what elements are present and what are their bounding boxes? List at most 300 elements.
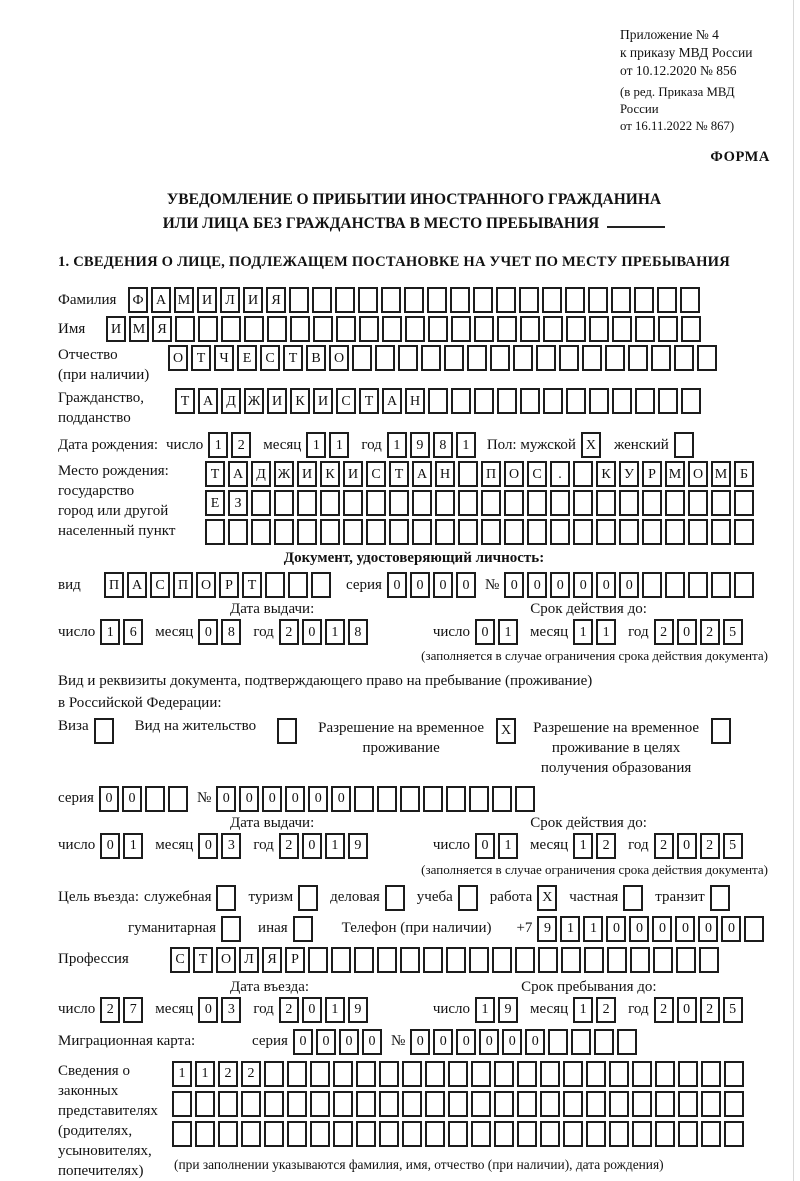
form-cell: [724, 1061, 744, 1087]
form-cell: С: [170, 947, 190, 973]
form-cell: [550, 519, 570, 545]
form-cell: [312, 287, 332, 313]
form-cell: [400, 947, 420, 973]
form-cell: 0: [99, 786, 119, 812]
form-cell: 3: [221, 833, 241, 859]
day-label: число: [58, 623, 96, 640]
form-cell: 9: [348, 997, 368, 1023]
form-cell: П: [481, 461, 501, 487]
form-cell: [701, 1091, 721, 1117]
form-cell: [402, 1091, 422, 1117]
day-label: число: [432, 837, 471, 854]
purpose-private-label: частная: [569, 889, 619, 906]
form-cell: [676, 947, 696, 973]
form-cell: [343, 519, 363, 545]
form-cell: 8: [221, 619, 241, 645]
form-cell: [642, 519, 662, 545]
form-cell: 0: [302, 833, 322, 859]
form-cell: 2: [279, 833, 299, 859]
form-cell: [474, 388, 494, 414]
form-cell: [642, 490, 662, 516]
form-cell: 0: [198, 619, 218, 645]
form-cell: Л: [220, 287, 240, 313]
representatives-label-line: законных: [58, 1082, 119, 1099]
stay-month: [573, 997, 619, 1023]
form-cell: [492, 947, 512, 973]
form-cell: 2: [596, 997, 616, 1023]
month-label: месяц: [530, 623, 569, 640]
surname-row: [58, 287, 770, 313]
identity-dates-row: [58, 619, 770, 645]
form-cell: [356, 1061, 376, 1087]
form-cell: [333, 1121, 353, 1147]
birth-place-cells-row3: [205, 519, 757, 545]
form-cell: [336, 316, 356, 342]
form-cell: [298, 885, 318, 911]
form-cell: [205, 519, 225, 545]
form-cell: 0: [456, 572, 476, 598]
form-cell: [586, 1121, 606, 1147]
appendix-line: от 10.12.2020 № 856: [620, 62, 737, 78]
form-cell: [681, 388, 701, 414]
birth-date-label: Дата рождения:: [58, 436, 159, 453]
form-title-line2-wrap: [58, 212, 770, 236]
form-cell: Д: [221, 388, 241, 414]
form-cell: [540, 1061, 560, 1087]
form-cell: [634, 287, 654, 313]
form-cell: [678, 1091, 698, 1117]
form-cell: [573, 461, 593, 487]
form-cell: [609, 1121, 629, 1147]
citizenship-label: [58, 388, 175, 428]
form-cell: [494, 1061, 514, 1087]
temp-permit-label-line2: проживание: [362, 739, 440, 756]
birth-place-cells-row2: [205, 490, 757, 516]
month-label: месяц: [155, 623, 194, 640]
form-cell: [496, 287, 516, 313]
form-cell: [653, 947, 673, 973]
form-cell: [379, 1091, 399, 1117]
form-cell: [251, 490, 271, 516]
form-cell: [435, 519, 455, 545]
form-cell: [354, 947, 374, 973]
form-cell: 5: [723, 619, 743, 645]
form-cell: [744, 916, 764, 942]
form-cell: [520, 388, 540, 414]
visa-checkbox: [94, 718, 117, 744]
form-cell: 5: [723, 833, 743, 859]
form-cell: [588, 287, 608, 313]
migration-number-cells: [410, 1029, 640, 1055]
patronymic-row: [58, 345, 770, 385]
form-cell: 2: [279, 619, 299, 645]
phone-label: Телефон (при наличии): [341, 920, 492, 937]
section1-heading: 1. СВЕДЕНИЯ О ЛИЦЕ, ПОДЛЕЖАЩЕМ ПОСТАНОВКЕ НА УЧЕТ ПО МЕСТУ ПРЕБЫВАНИЯ: [58, 254, 730, 271]
form-cell: [527, 519, 547, 545]
form-cell: 0: [316, 1029, 336, 1055]
form-cell: [421, 345, 441, 371]
stay-day: [475, 997, 521, 1023]
form-cell: [655, 1061, 675, 1087]
day-label: число: [58, 837, 96, 854]
form-cell: [400, 786, 420, 812]
form-cell: Ч: [214, 345, 234, 371]
form-cell: О: [168, 345, 188, 371]
year-label: год: [253, 1001, 274, 1018]
form-cell: [655, 1121, 675, 1147]
form-cell: [520, 316, 540, 342]
number-label: №: [196, 790, 212, 807]
identity-expiry-year: [654, 619, 746, 645]
form-cell: 0: [675, 916, 695, 942]
purpose-work-label: работа: [489, 889, 533, 906]
form-cell: [425, 1091, 445, 1117]
form-cell: 1: [172, 1061, 192, 1087]
form-cell: [458, 885, 478, 911]
form-title-line1: УВЕДОМЛЕНИЕ О ПРИБЫТИИ ИНОСТРАННОГО ГРАЖДАНИНА: [166, 191, 662, 209]
residence-number-cells: [216, 786, 538, 812]
patronymic-label-line1: Отчество: [58, 347, 118, 364]
entry-date-label: Дата въезда:: [230, 978, 310, 995]
form-cell: 0: [410, 1029, 430, 1055]
residence-issue-label: Дата выдачи:: [230, 814, 315, 831]
form-cell: 1: [195, 1061, 215, 1087]
form-cell: [571, 1029, 591, 1055]
form-cell: [561, 947, 581, 973]
purpose-transit-label: транзит: [655, 889, 705, 906]
form-cell: [586, 1061, 606, 1087]
form-cell: 0: [475, 833, 495, 859]
temp-permit-label-line1: Разрешение на временное: [318, 719, 485, 736]
form-cell: [658, 316, 678, 342]
form-title-line2: ИЛИ ЛИЦА БЕЗ ГРАЖДАНСТВА В МЕСТО ПРЕБЫВАНИЯ: [162, 215, 600, 233]
form-cell: 2: [700, 833, 720, 859]
representatives-label-line: (родителях,: [58, 1122, 133, 1139]
form-cell: А: [412, 461, 432, 487]
form-cell: 7: [123, 997, 143, 1023]
migration-card-row: [58, 1029, 770, 1055]
form-cell: [412, 490, 432, 516]
sex-female-checkbox: [674, 432, 697, 458]
form-cell: Т: [242, 572, 262, 598]
form-cell: [290, 316, 310, 342]
form-cell: 2: [596, 833, 616, 859]
citizenship-label-line1: Гражданство,: [58, 390, 145, 407]
form-cell: [630, 947, 650, 973]
purpose-row: [58, 885, 770, 911]
residence-permit-checkbox: [277, 718, 300, 744]
form-cell: 2: [231, 432, 251, 458]
appendix-line: Приложение № 4: [620, 27, 719, 42]
form-cell: 0: [550, 572, 570, 598]
form-cell: [308, 947, 328, 973]
birth-day-cells: [208, 432, 254, 458]
form-cell: 2: [100, 997, 120, 1023]
year-label: год: [628, 837, 649, 854]
form-cell: 1: [456, 432, 476, 458]
form-cell: В: [306, 345, 326, 371]
representatives-cells-row1: [172, 1061, 747, 1087]
identity-issue-month: [198, 619, 244, 645]
identity-expiry-day: [475, 619, 521, 645]
form-cell: [469, 947, 489, 973]
form-cell: [481, 519, 501, 545]
form-cell: X: [537, 885, 557, 911]
residence-issue-month: [198, 833, 244, 859]
identity-date-labels: [58, 601, 770, 618]
sex-male-label: Пол: мужской: [486, 436, 576, 453]
form-cell: [428, 316, 448, 342]
purpose-humanitarian-checkbox: [221, 916, 244, 942]
form-cell: [356, 1091, 376, 1117]
form-cell: [594, 1029, 614, 1055]
form-cell: [497, 388, 517, 414]
purpose-business-label: служебная: [143, 889, 212, 906]
form-cell: [490, 345, 510, 371]
representatives-label-line: попечителях): [58, 1162, 144, 1179]
form-cell: [536, 345, 556, 371]
form-cell: [711, 718, 731, 744]
form-cell: [573, 490, 593, 516]
form-cell: [172, 1121, 192, 1147]
form-cell: [310, 1061, 330, 1087]
form-cell: Е: [237, 345, 257, 371]
identity-kind-cells: [104, 572, 334, 598]
form-cell: [710, 885, 730, 911]
form-cell: [665, 572, 685, 598]
form-cell: [688, 490, 708, 516]
form-cell: [251, 519, 271, 545]
form-cell: Т: [389, 461, 409, 487]
form-word: ФОРМА: [710, 149, 770, 166]
form-cell: [527, 490, 547, 516]
form-cell: Н: [405, 388, 425, 414]
form-cell: [444, 345, 464, 371]
form-cell: [451, 388, 471, 414]
form-cell: Т: [191, 345, 211, 371]
form-cell: [559, 345, 579, 371]
number-label: №: [484, 576, 500, 593]
residence-date-labels: [58, 815, 770, 832]
form-cell: [651, 345, 671, 371]
form-cell: С: [150, 572, 170, 598]
form-cell: 1: [573, 833, 593, 859]
form-cell: П: [104, 572, 124, 598]
identity-expiry-note: (заполняется в случае ограничения срока действия документа): [421, 648, 768, 664]
birth-year-cells: [387, 432, 479, 458]
form-cell: [605, 345, 625, 371]
form-cell: [352, 345, 372, 371]
form-cell: И: [243, 287, 263, 313]
form-cell: [589, 316, 609, 342]
form-cell: [519, 287, 539, 313]
form-cell: 0: [456, 1029, 476, 1055]
form-cell: [596, 490, 616, 516]
representatives-note: (при заполнении указываются фамилия, имя, отчество (при наличии), дата рождения): [174, 1156, 664, 1172]
representatives-cells-row2: [172, 1091, 747, 1117]
form-cell: [628, 345, 648, 371]
form-cell: [469, 786, 489, 812]
surname-label: Фамилия: [58, 291, 117, 308]
form-cell: И: [197, 287, 217, 313]
profession-label: Профессия: [58, 951, 129, 968]
form-cell: 0: [629, 916, 649, 942]
form-cell: Ф: [128, 287, 148, 313]
form-cell: 0: [339, 1029, 359, 1055]
form-cell: О: [216, 947, 236, 973]
purpose-business-checkbox: [216, 885, 239, 911]
form-cell: 2: [241, 1061, 261, 1087]
form-cell: [734, 572, 754, 598]
form-cell: [586, 1091, 606, 1117]
identity-doc-heading: Документ, удостоверяющий личность:: [283, 550, 545, 567]
form-cell: [471, 1061, 491, 1087]
residence-intro-line1: Вид и реквизиты документа, подтверждающего право на пребывание (проживание): [58, 673, 593, 690]
migration-series-cells: [293, 1029, 385, 1055]
form-cell: [277, 718, 297, 744]
form-cell: [195, 1121, 215, 1147]
stay-until-label: Срок пребывания до:: [521, 978, 657, 995]
form-cell: С: [260, 345, 280, 371]
form-cell: [543, 316, 563, 342]
form-cell: [680, 287, 700, 313]
name-cells: [106, 316, 704, 342]
form-cell: 0: [606, 916, 626, 942]
form-cell: [264, 1121, 284, 1147]
form-cell: 0: [239, 786, 259, 812]
form-cell: [228, 519, 248, 545]
surname-cells: [128, 287, 703, 313]
identity-issue-day: [100, 619, 146, 645]
form-cell: 0: [698, 916, 718, 942]
form-cell: 2: [279, 997, 299, 1023]
citizenship-cells: [175, 388, 704, 414]
form-cell: [145, 786, 165, 812]
form-cell: А: [382, 388, 402, 414]
form-cell: 0: [596, 572, 616, 598]
representatives-label-line: Сведения о: [58, 1062, 130, 1079]
form-cell: [358, 287, 378, 313]
form-cell: [504, 519, 524, 545]
form-cell: [497, 316, 517, 342]
name-row: [58, 316, 770, 342]
form-cell: 0: [302, 619, 322, 645]
form-cell: 0: [308, 786, 328, 812]
form-cell: 0: [331, 786, 351, 812]
form-cell: [548, 1029, 568, 1055]
form-cell: 1: [325, 833, 345, 859]
form-cell: И: [106, 316, 126, 342]
form-cell: 5: [723, 997, 743, 1023]
form-cell: 1: [573, 997, 593, 1023]
revision-line: от 16.11.2022 № 867): [620, 118, 735, 133]
form-cell: [423, 786, 443, 812]
entry-date-labels: [58, 979, 770, 996]
form-cell: 0: [479, 1029, 499, 1055]
form-cell: [241, 1091, 261, 1117]
form-cell: 8: [348, 619, 368, 645]
month-label: месяц: [263, 436, 302, 453]
form-cell: 1: [387, 432, 407, 458]
entry-dates-row: [58, 997, 770, 1023]
form-cell: Т: [193, 947, 213, 973]
form-cell: 0: [198, 997, 218, 1023]
form-cell: [381, 287, 401, 313]
form-cell: [264, 1061, 284, 1087]
form-cell: З: [228, 490, 248, 516]
birth-date-row: [58, 432, 770, 458]
form-cell: [310, 1091, 330, 1117]
form-cell: Р: [285, 947, 305, 973]
form-cell: [584, 947, 604, 973]
form-cell: [402, 1121, 422, 1147]
form-cell: Ж: [244, 388, 264, 414]
form-cell: [515, 786, 535, 812]
residence-type-row: [58, 718, 770, 778]
form-cell: [473, 287, 493, 313]
appendix-block: [620, 26, 770, 79]
purpose-row2: [58, 916, 770, 942]
form-cell: [366, 519, 386, 545]
phone-prefix: +7: [516, 920, 533, 937]
year-label: год: [253, 837, 274, 854]
month-label: месяц: [155, 837, 194, 854]
form-cell: [563, 1061, 583, 1087]
form-cell: 1: [306, 432, 326, 458]
form-cell: 0: [285, 786, 305, 812]
form-cell: 2: [700, 997, 720, 1023]
form-cell: [274, 490, 294, 516]
purpose-study-checkbox: [458, 885, 481, 911]
form-cell: [566, 316, 586, 342]
form-cell: [425, 1061, 445, 1087]
residence-permit-label: Вид на жительство: [134, 717, 257, 734]
form-cell: Б: [734, 461, 754, 487]
series-label: серия: [346, 576, 382, 593]
residence-expiry-year: [654, 833, 746, 859]
form-cell: [612, 388, 632, 414]
form-cell: Т: [175, 388, 195, 414]
form-cell: [517, 1121, 537, 1147]
form-cell: [435, 490, 455, 516]
identity-expiry-label: Срок действия до:: [530, 601, 647, 618]
form-cell: М: [665, 461, 685, 487]
form-cell: [697, 345, 717, 371]
form-cell: [412, 519, 432, 545]
form-cell: 0: [302, 997, 322, 1023]
purpose-study-label: учеба: [416, 889, 453, 906]
form-cell: 0: [433, 1029, 453, 1055]
residence-doc-intro: [58, 671, 770, 714]
form-cell: О: [329, 345, 349, 371]
form-cell: [331, 947, 351, 973]
purpose-other-label: иная: [258, 920, 288, 937]
form-cell: 0: [122, 786, 142, 812]
form-cell: 2: [654, 997, 674, 1023]
form-cell: 0: [198, 833, 218, 859]
form-cell: [724, 1121, 744, 1147]
form-cell: [264, 1091, 284, 1117]
form-cell: [448, 1061, 468, 1087]
form-cell: [494, 1121, 514, 1147]
form-cell: [218, 1121, 238, 1147]
form-cell: [333, 1061, 353, 1087]
form-cell: И: [297, 461, 317, 487]
form-cell: [450, 287, 470, 313]
purpose-work-checkbox: [537, 885, 560, 911]
purpose-label: Цель въезда:: [58, 889, 139, 906]
form-cell: [446, 786, 466, 812]
